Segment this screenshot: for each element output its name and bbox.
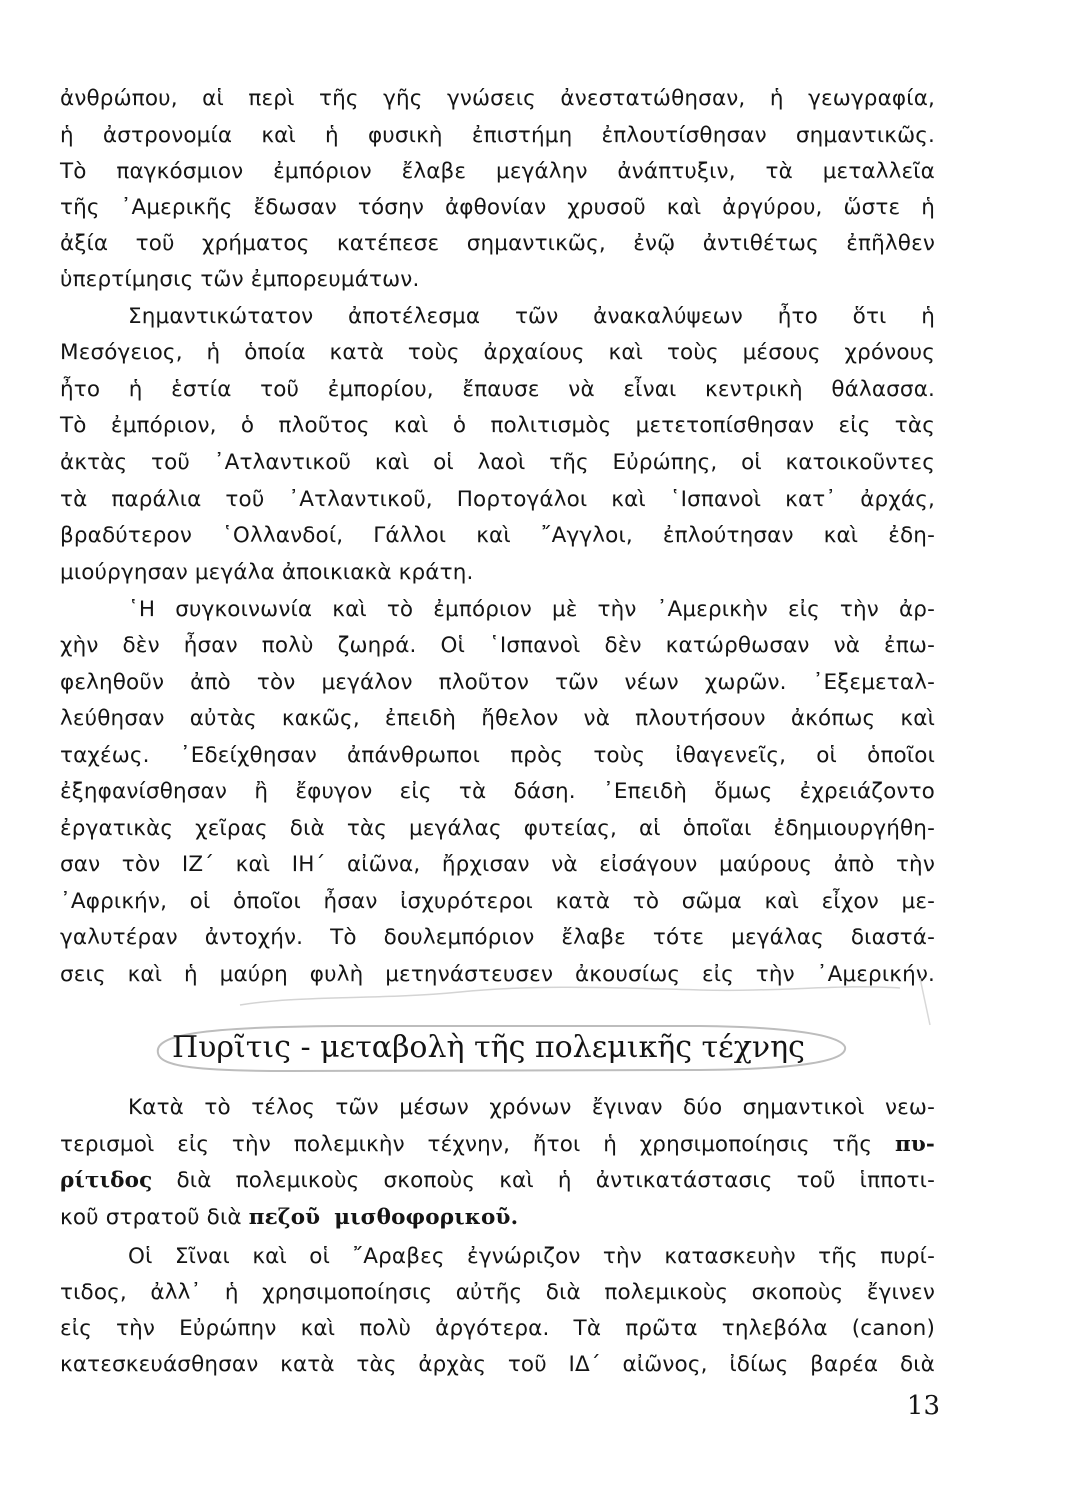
text-line: ἐργατικὰς χεῖρας διὰ τὰς μεγάλας φυτείας, αἱ ὁποῖαι ἐδημιουργήθη-	[60, 816, 935, 841]
text-line: Σημαντικώτατον ἀποτέλεσμα τῶν ἀνακαλύψεων ἦτο ὅτι ἡ	[128, 304, 935, 329]
text-run: τερισμοὶ εἰς τὴν πολεμικὴν τέχνην, ἤτοι ἡ χρησιμοποίησις τῆς	[60, 1132, 895, 1157]
text-line: φεληθοῦν ἀπὸ τὸν μεγάλον πλοῦτον τῶν νέων χωρῶν. ᾿Εξεμεταλ-	[60, 670, 935, 695]
text-line: τιδος, ἀλλ᾿ ἡ χρησιμοποίησις αὐτῆς διὰ πολεμικοὺς σκοποὺς ἔγινεν	[60, 1280, 935, 1305]
text-line: ἡ ἀστρονομία καὶ ἡ φυσικὴ ἐπιστήμη ἐπλουτίσθησαν σημαντικῶς.	[60, 123, 935, 148]
text-run: κοῦ στρατοῦ διὰ	[60, 1205, 249, 1230]
text-line: βραδύτερον ῾Ολλανδοί, Γάλλοι καὶ ῎Αγγλοι, ἐπλούτησαν καὶ ἐδη-	[60, 523, 935, 548]
text-line: Τὸ παγκόσμιον ἐμπόριον ἔλαβε μεγάλην ἀνάπτυξιν, τὰ μεταλλεῖα	[60, 159, 935, 184]
text-line: σεις καὶ ἡ μαύρη φυλὴ μετηνάστευσεν ἀκουσίως εἰς τὴν ᾿Αμερικήν.	[60, 962, 935, 987]
text-line: ἀξία τοῦ χρήματος κατέπεσε σημαντικῶς, ἐνῷ ἀντιθέτως ἐπῆλθεν	[60, 231, 935, 256]
text-line: Μεσόγειος, ἡ ὁποία κατὰ τοὺς ἀρχαίους καὶ τοὺς μέσους χρόνους	[60, 340, 935, 365]
text-line: Κατὰ τὸ τέλος τῶν μέσων χρόνων ἔγιναν δύο σημαντικοὶ νεω-	[128, 1095, 935, 1120]
text-line: τῆς ᾿Αμερικῆς ἔδωσαν τόσην ἀφθονίαν χρυσοῦ καὶ ἀργύρου, ὥστε ἡ	[60, 195, 935, 220]
text-line	[60, 1161, 935, 1201]
text-line: κατεσκευάσθησαν κατὰ τὰς ἀρχὰς τοῦ ΙΔ΄ αἰῶνος, ἰδίως βαρέα διὰ	[60, 1352, 935, 1377]
text-line: σαν τὸν ΙΖ΄ καὶ ΙΗ΄ αἰῶνα, ἤρχισαν νὰ εἰσάγουν μαύρους ἀπὸ τὴν	[60, 852, 935, 877]
text-line: ἐξηφανίσθησαν ἢ ἔφυγον εἰς τὰ δάση. ᾿Επειδὴ ὅμως ἐχρειάζοντο	[60, 779, 935, 804]
text-line: ᾿Αφρικήν, οἱ ὁποῖοι ἦσαν ἰσχυρότεροι κατὰ τὸ σῶμα καὶ εἶχον με-	[60, 889, 935, 914]
text-line: γαλυτέραν ἀντοχήν. Τὸ δουλεμπόριον ἔλαβε τότε μεγάλας διαστά-	[60, 925, 935, 950]
text-line: εἰς τὴν Εὐρώπην καὶ πολὺ ἀργότερα. Τὰ πρῶτα τηλεβόλα (canon)	[60, 1316, 935, 1341]
text-line: ὑπερτίμησις τῶν ἐμπορευμάτων.	[60, 267, 420, 292]
text-line: ἀκτὰς τοῦ ᾿Ατλαντικοῦ καὶ οἱ λαοὶ τῆς Εὐρώπης, οἱ κατοικοῦντες	[60, 450, 935, 475]
page-number: 13	[906, 1391, 940, 1421]
text-line: μιούργησαν μεγάλα ἀποικιακὰ κράτη.	[60, 560, 474, 585]
text-line: ἀνθρώπου, αἱ περὶ τῆς γῆς γνώσεις ἀνεστατώθησαν, ἡ γεωγραφία,	[60, 86, 935, 111]
bold-term: πεζοῦ	[248, 1205, 321, 1230]
text-line	[60, 1198, 935, 1238]
bold-term: πυ-	[894, 1132, 935, 1157]
section-heading: Πυρῖτις - μεταβολὴ τῆς πολεμικῆς τέχνης	[172, 1030, 805, 1065]
section-heading-box	[140, 1017, 852, 1079]
bold-term: ρίτιδος	[60, 1168, 153, 1193]
text-run: διὰ πολεμικοὺς σκοποὺς καὶ ἡ ἀντικατάστασις τοῦ ἱπποτι-	[152, 1168, 935, 1193]
text-line: Οἱ Σῖναι καὶ οἱ ῎Αραβες ἐγνώριζον τὴν κατασκευὴν τῆς πυρί-	[128, 1244, 935, 1269]
bold-term: μισθοφορικοῦ.	[334, 1205, 519, 1230]
text-line: λεύθησαν αὐτὰς κακῶς, ἐπειδὴ ἤθελον νὰ πλουτήσουν ἀκόπως καὶ	[60, 706, 935, 731]
text-line: χὴν δὲν ἦσαν πολὺ ζωηρά. Οἱ ῾Ισπανοὶ δὲν κατώρθωσαν νὰ ἐπω-	[60, 633, 935, 658]
text-line: ἦτο ἡ ἑστία τοῦ ἐμπορίου, ἔπαυσε νὰ εἶναι κεντρικὴ θάλασσα.	[60, 377, 935, 402]
text-line: ῾Η συγκοινωνία καὶ τὸ ἐμπόριον μὲ τὴν ᾿Αμερικὴν εἰς τὴν ἀρ-	[128, 597, 935, 622]
text-line: Τὸ ἐμπόριον, ὁ πλοῦτος καὶ ὁ πολιτισμὸς μετετοπίσθησαν εἰς τὰς	[60, 413, 935, 438]
text-line: ταχέως. ᾿Εδείχθησαν ἀπάνθρωποι πρὸς τοὺς ἰθαγενεῖς, οἱ ὁποῖοι	[60, 743, 935, 768]
text-line: τὰ παράλια τοῦ ᾿Ατλαντικοῦ, Πορτογάλοι καὶ ῾Ισπανοὶ κατ᾿ ἀρχάς,	[60, 487, 935, 512]
text-line	[60, 1125, 935, 1165]
